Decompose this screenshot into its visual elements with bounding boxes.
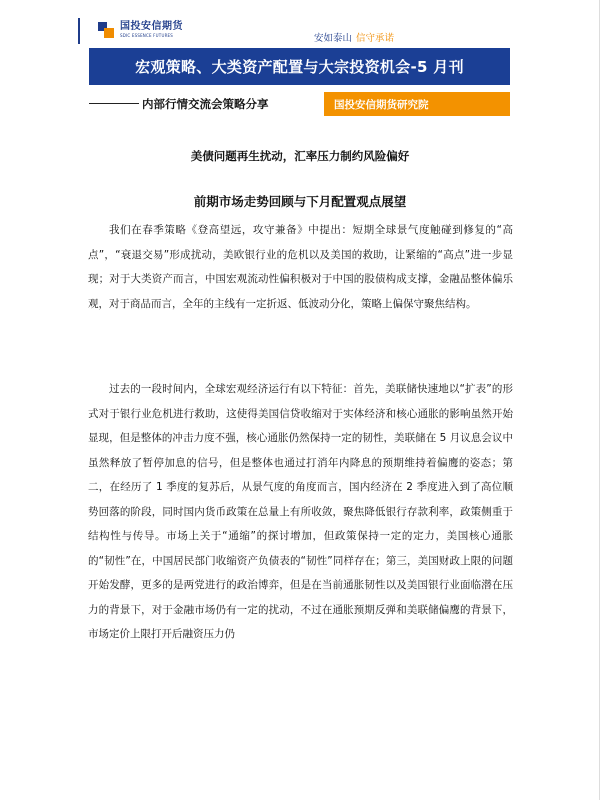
subtitle: 内部行情交流会策略分享 — [142, 97, 269, 111]
logo-name-cn: 国投安信期货 — [120, 21, 183, 32]
article-headline: 美债问题再生扰动，汇率压力制约风险偏好 — [190, 149, 410, 163]
logo-mark-icon — [98, 22, 114, 38]
institute-badge-label: 国投安信期货研究院 — [334, 98, 429, 111]
paragraph-2: 过去的一段时间内，全球宏观经济运行有以下特征：首先，美联储快速地以“扩表”的形式对于银行业危机进行救助，这使得美国信贷收缩对于实体经济和核心通胀的影响虽然开始显现，但是整体的冲击力度不强，核心通胀仍然保持一定的韧性，美联储在 5 月议息会议中虽然释放了暂停加息的信号，但是整体也通过打消年内降息的预期维持着偏鹰的姿态；第二，在经历了 1 季度的复苏后，从景气度的角度而言，国内经济在 2 季度进入到了高位顺势回落的阶段，同时国内货币政策在总量上有所收敛，聚焦降低银行存款利率，政策侧重于结构性与传导。市场上关于“通缩”的探讨增加，但政策保持一定的定力，美国核心通胀的“韧性”在，中国居民部门收缩资产负债表的“韧性”同样存在；第三，美国财政上限的问题开始发酵，更多的是两党进行的政治博弈，但是在当前通胀韧性以及美国银行业面临潜在压力的背景下，对于金融市场仍有一定的扰动，不过在通胀预期反弹和美联储偏鹰的背景下，市场定价上限打开后融资压力仍 — [88, 383, 513, 640]
subtitle-rule — [89, 103, 139, 104]
paragraph-1: 我们在春季策略《登高望远，攻守兼备》中提出：短期全球景气度触碰到修复的“高点”，“衰退交易”形成扰动，美欧银行业的危机以及美国的救助，让紧缩的“高点”进一步显现；对于大类资产而言，中国宏观流动性偏积极对于中国的股债构成支撑，金融品整体偏乐观，对于商品而言，全年的主线有一定折返、低波动分化，策略上偏保守聚焦结构。 — [88, 224, 513, 310]
logo-name-en: SDIC ESSENCE FUTURES — [120, 33, 174, 38]
banner-title: 宏观策略、大类资产配置与大宗投资机会-5 月刊 — [135, 58, 464, 76]
institute-badge — [324, 92, 510, 116]
slogan — [314, 30, 394, 44]
header-divider — [78, 18, 80, 44]
slogan-part-1: 安如泰山 — [314, 33, 353, 44]
title-banner — [89, 48, 510, 85]
slogan-part-2: 信守承诺 — [356, 33, 395, 44]
company-logo — [98, 22, 183, 38]
section-title: 前期市场走势回顾与下月配置观点展望 — [193, 194, 407, 209]
